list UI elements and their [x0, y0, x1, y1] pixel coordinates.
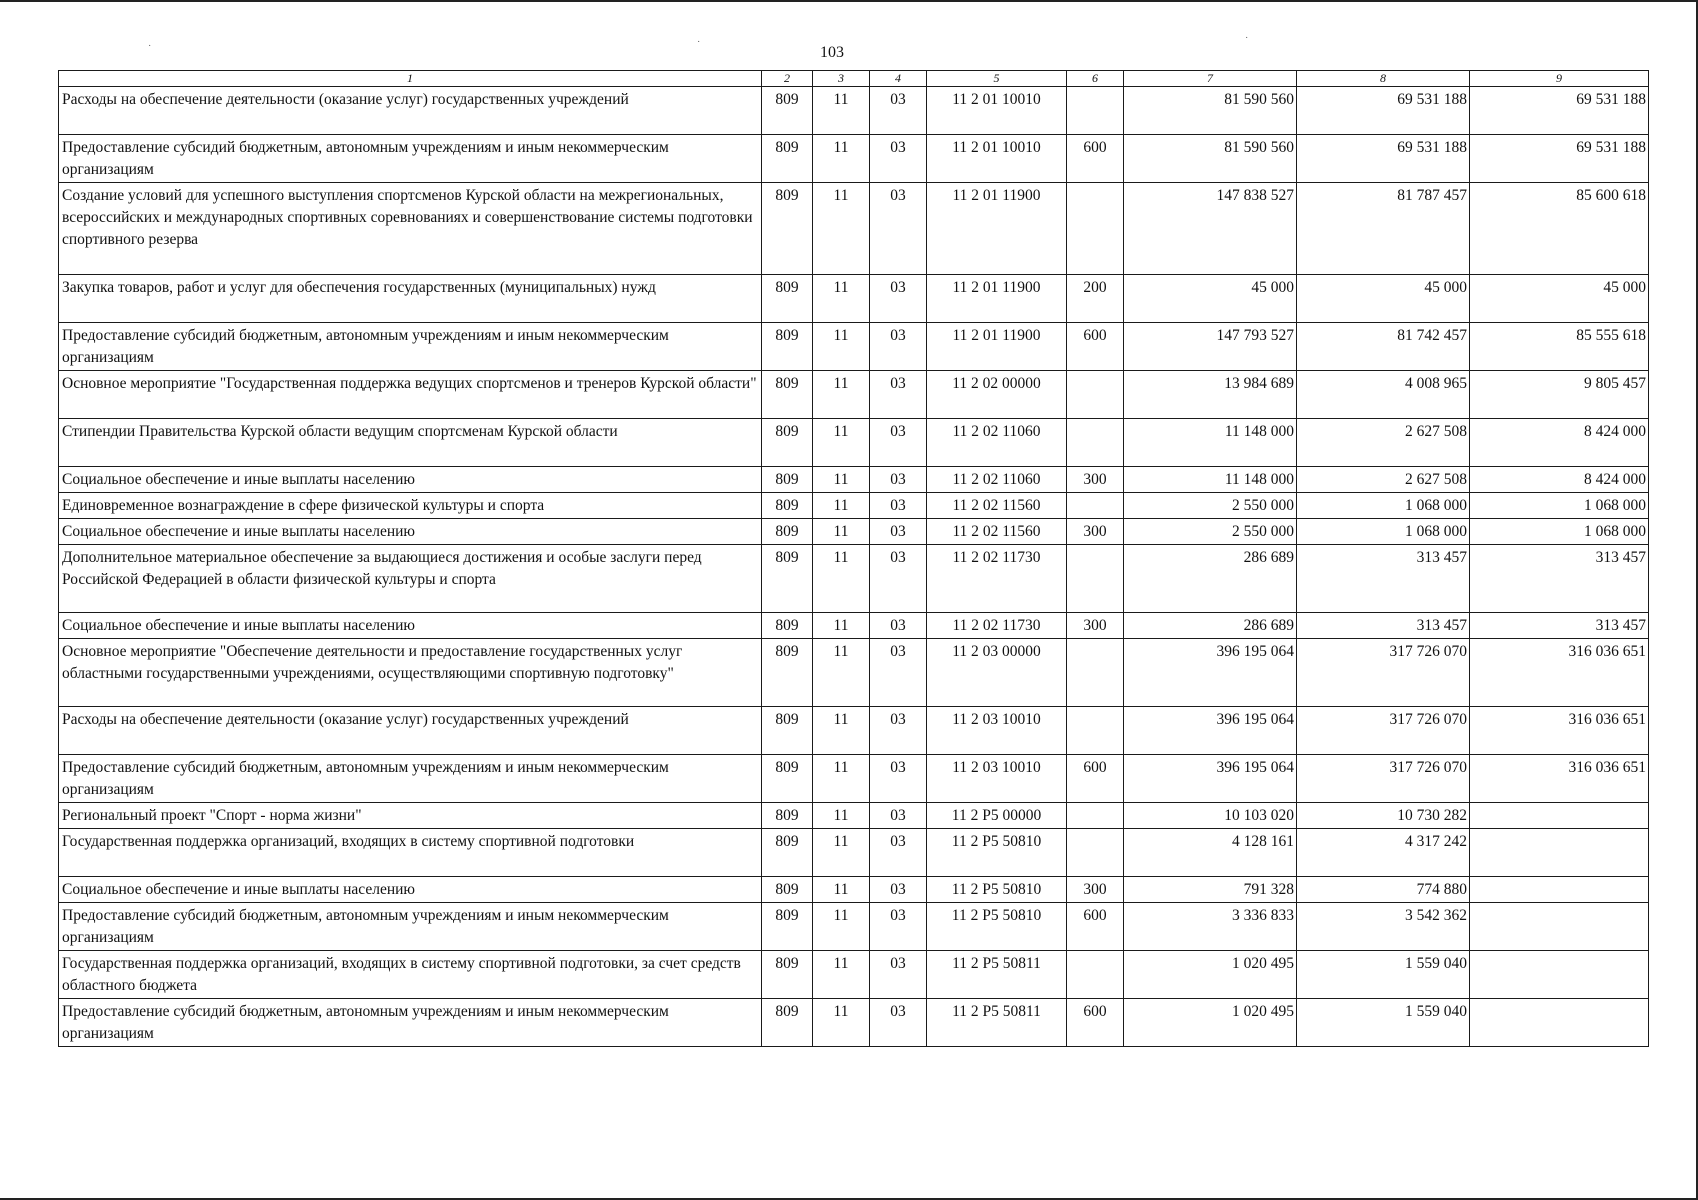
table-cell-gr: 809: [762, 519, 813, 545]
table-cell-amount-col9: [1470, 829, 1649, 877]
table-cell-amount-col9: 8 424 000: [1470, 419, 1649, 467]
table-cell-name: Единовременное вознаграждение в сфере физической культуры и спорта: [59, 493, 762, 519]
table-cell-pr: 03: [870, 371, 927, 419]
table-cell-name: Расходы на обеспечение деятельности (оказание услуг) государственных учреждений: [59, 87, 762, 135]
table-row: [59, 877, 1649, 903]
table-cell-gr: 809: [762, 999, 813, 1047]
table-cell-vr: 600: [1067, 323, 1124, 371]
table-cell-rz: 11: [813, 999, 870, 1047]
table-cell-gr: 809: [762, 613, 813, 639]
table-row: [59, 419, 1649, 467]
table-cell-amount-col9: [1470, 877, 1649, 903]
table-cell-vr: [1067, 87, 1124, 135]
table-row: [59, 467, 1649, 493]
column-number: 3: [813, 71, 870, 87]
table-cell-pr: 03: [870, 467, 927, 493]
table-cell-amount-col7: 13 984 689: [1124, 371, 1297, 419]
table-cell-amount-col8: 69 531 188: [1297, 135, 1470, 183]
table-cell-name: Закупка товаров, работ и услуг для обеспечения государственных (муниципальных) нужд: [59, 275, 762, 323]
table-cell-vr: [1067, 951, 1124, 999]
table-cell-pr: 03: [870, 545, 927, 613]
table-cell-amount-col9: 313 457: [1470, 545, 1649, 613]
table-cell-name: Предоставление субсидий бюджетным, автономным учреждениям и иным некоммерческим организациям: [59, 903, 762, 951]
table-cell-rz: 11: [813, 275, 870, 323]
table-cell-csr: 11 2 P5 00000: [927, 803, 1067, 829]
table-cell-name: Основное мероприятие "Государственная поддержка ведущих спортсменов и тренеров Курской области": [59, 371, 762, 419]
table-cell-pr: 03: [870, 829, 927, 877]
page-number: 103: [820, 44, 844, 61]
table-cell-amount-col8: 1 068 000: [1297, 519, 1470, 545]
table-cell-pr: 03: [870, 803, 927, 829]
table-cell-amount-col9: 45 000: [1470, 275, 1649, 323]
table-row: [59, 135, 1649, 183]
table-cell-csr: 11 2 P5 50810: [927, 903, 1067, 951]
table-cell-amount-col9: 1 068 000: [1470, 493, 1649, 519]
table-cell-amount-col8: 45 000: [1297, 275, 1470, 323]
table-row: [59, 999, 1649, 1047]
table-cell-vr: [1067, 371, 1124, 419]
table-cell-csr: 11 2 02 00000: [927, 371, 1067, 419]
table-cell-amount-col7: 2 550 000: [1124, 519, 1297, 545]
table-cell-gr: 809: [762, 951, 813, 999]
table-cell-amount-col7: 81 590 560: [1124, 87, 1297, 135]
table-row: [59, 545, 1649, 613]
table-cell-amount-col9: [1470, 999, 1649, 1047]
table-cell-rz: 11: [813, 135, 870, 183]
table-row: [59, 275, 1649, 323]
column-number: 7: [1124, 71, 1297, 87]
column-number: 2: [762, 71, 813, 87]
table-cell-amount-col8: 1 559 040: [1297, 999, 1470, 1047]
table-row: [59, 493, 1649, 519]
table-cell-pr: 03: [870, 755, 927, 803]
table-cell-amount-col8: 2 627 508: [1297, 467, 1470, 493]
table-row: [59, 371, 1649, 419]
table-cell-name: Социальное обеспечение и иные выплаты населению: [59, 467, 762, 493]
table-cell-rz: 11: [813, 613, 870, 639]
budget-table: [58, 70, 1649, 1047]
column-number: 6: [1067, 71, 1124, 87]
table-cell-csr: 11 2 P5 50810: [927, 829, 1067, 877]
column-number: 4: [870, 71, 927, 87]
table-cell-gr: 809: [762, 275, 813, 323]
table-cell-csr: 11 2 P5 50811: [927, 951, 1067, 999]
column-number: 1: [59, 71, 762, 87]
table-cell-gr: 809: [762, 467, 813, 493]
table-cell-rz: 11: [813, 903, 870, 951]
table-cell-vr: 600: [1067, 755, 1124, 803]
table-cell-pr: 03: [870, 493, 927, 519]
table-cell-pr: 03: [870, 183, 927, 275]
table-cell-name: Стипендии Правительства Курской области ведущим спортсменам Курской области: [59, 419, 762, 467]
table-cell-vr: [1067, 829, 1124, 877]
table-cell-vr: [1067, 545, 1124, 613]
table-cell-vr: 300: [1067, 467, 1124, 493]
table-cell-rz: 11: [813, 803, 870, 829]
table-cell-rz: 11: [813, 755, 870, 803]
table-cell-rz: 11: [813, 323, 870, 371]
table-cell-gr: 809: [762, 755, 813, 803]
table-row: [59, 613, 1649, 639]
table-cell-amount-col9: 85 600 618: [1470, 183, 1649, 275]
table-cell-gr: 809: [762, 323, 813, 371]
scan-speck: ˙: [697, 40, 701, 51]
table-cell-vr: [1067, 803, 1124, 829]
table-cell-amount-col9: 69 531 188: [1470, 135, 1649, 183]
table-cell-csr: 11 2 01 11900: [927, 275, 1067, 323]
table-cell-amount-col7: 791 328: [1124, 877, 1297, 903]
table-cell-gr: 809: [762, 371, 813, 419]
table-cell-csr: 11 2 02 11060: [927, 419, 1067, 467]
table-cell-pr: 03: [870, 419, 927, 467]
table-cell-name: Дополнительное материальное обеспечение за выдающиеся достижения и особые заслуги перед Российской Федерацией в области физической культуры и спорта: [59, 545, 762, 613]
scan-speck: ˙: [148, 44, 152, 55]
page-top-edge: [0, 0, 1698, 2]
table-cell-amount-col8: 774 880: [1297, 877, 1470, 903]
table-cell-vr: [1067, 183, 1124, 275]
table-cell-vr: 200: [1067, 275, 1124, 323]
table-cell-amount-col8: 1 559 040: [1297, 951, 1470, 999]
table-cell-pr: 03: [870, 275, 927, 323]
table-cell-name: Региональный проект "Спорт - норма жизни": [59, 803, 762, 829]
table-cell-amount-col8: 81 742 457: [1297, 323, 1470, 371]
table-cell-amount-col7: 10 103 020: [1124, 803, 1297, 829]
column-number: 8: [1297, 71, 1470, 87]
table-cell-gr: 809: [762, 877, 813, 903]
table-cell-amount-col7: 147 838 527: [1124, 183, 1297, 275]
table-cell-gr: 809: [762, 135, 813, 183]
table-cell-gr: 809: [762, 829, 813, 877]
table-cell-amount-col7: 4 128 161: [1124, 829, 1297, 877]
table-cell-amount-col9: 316 036 651: [1470, 639, 1649, 707]
table-cell-vr: [1067, 639, 1124, 707]
table-cell-vr: 300: [1067, 877, 1124, 903]
table-cell-vr: 300: [1067, 613, 1124, 639]
table-cell-rz: 11: [813, 87, 870, 135]
table-cell-name: Социальное обеспечение и иные выплаты населению: [59, 877, 762, 903]
table-cell-csr: 11 2 03 10010: [927, 755, 1067, 803]
table-cell-amount-col8: 69 531 188: [1297, 87, 1470, 135]
table-cell-gr: 809: [762, 707, 813, 755]
table-cell-amount-col9: 85 555 618: [1470, 323, 1649, 371]
table-cell-csr: 11 2 03 00000: [927, 639, 1067, 707]
table-cell-rz: 11: [813, 951, 870, 999]
table-cell-amount-col8: 4 008 965: [1297, 371, 1470, 419]
table-cell-csr: 11 2 01 10010: [927, 87, 1067, 135]
table-cell-amount-col9: 316 036 651: [1470, 755, 1649, 803]
table-cell-amount-col7: 3 336 833: [1124, 903, 1297, 951]
table-cell-gr: 809: [762, 639, 813, 707]
table-row: [59, 87, 1649, 135]
table-cell-amount-col8: 317 726 070: [1297, 707, 1470, 755]
table-cell-pr: 03: [870, 613, 927, 639]
table-cell-amount-col7: 1 020 495: [1124, 999, 1297, 1047]
table-cell-rz: 11: [813, 371, 870, 419]
table-cell-vr: 600: [1067, 999, 1124, 1047]
table-cell-amount-col9: 69 531 188: [1470, 87, 1649, 135]
table-cell-pr: 03: [870, 951, 927, 999]
table-cell-gr: 809: [762, 183, 813, 275]
table-cell-amount-col7: 286 689: [1124, 545, 1297, 613]
table-cell-amount-col8: 10 730 282: [1297, 803, 1470, 829]
column-number-row: [59, 71, 1649, 87]
table-cell-pr: 03: [870, 87, 927, 135]
table-cell-name: Предоставление субсидий бюджетным, автономным учреждениям и иным некоммерческим организациям: [59, 999, 762, 1047]
table-cell-csr: 11 2 P5 50810: [927, 877, 1067, 903]
table-cell-csr: 11 2 01 11900: [927, 323, 1067, 371]
table-cell-pr: 03: [870, 877, 927, 903]
table-cell-pr: 03: [870, 639, 927, 707]
table-cell-pr: 03: [870, 999, 927, 1047]
table-cell-amount-col9: 313 457: [1470, 613, 1649, 639]
table-cell-amount-col8: 2 627 508: [1297, 419, 1470, 467]
table-cell-vr: [1067, 707, 1124, 755]
table-cell-rz: 11: [813, 519, 870, 545]
table-cell-name: Предоставление субсидий бюджетным, автономным учреждениям и иным некоммерческим организациям: [59, 755, 762, 803]
table-cell-name: Государственная поддержка организаций, входящих в систему спортивной подготовки, за счет средств областного бюджета: [59, 951, 762, 999]
table-cell-amount-col8: 4 317 242: [1297, 829, 1470, 877]
table-cell-vr: 300: [1067, 519, 1124, 545]
table-cell-vr: 600: [1067, 903, 1124, 951]
table-row: [59, 903, 1649, 951]
table-cell-amount-col9: [1470, 903, 1649, 951]
column-number: 9: [1470, 71, 1649, 87]
table-cell-pr: 03: [870, 903, 927, 951]
table-cell-amount-col7: 147 793 527: [1124, 323, 1297, 371]
table-cell-rz: 11: [813, 493, 870, 519]
table-cell-amount-col7: 1 020 495: [1124, 951, 1297, 999]
table-cell-amount-col9: [1470, 803, 1649, 829]
table-cell-gr: 809: [762, 493, 813, 519]
table-cell-amount-col8: 313 457: [1297, 613, 1470, 639]
table-cell-amount-col7: 396 195 064: [1124, 639, 1297, 707]
table-cell-csr: 11 2 02 11730: [927, 545, 1067, 613]
table-cell-csr: 11 2 02 11060: [927, 467, 1067, 493]
table-row: [59, 639, 1649, 707]
table-row: [59, 323, 1649, 371]
table-cell-csr: 11 2 02 11560: [927, 519, 1067, 545]
table-cell-rz: 11: [813, 183, 870, 275]
table-cell-gr: 809: [762, 419, 813, 467]
scan-speck: ˙: [1245, 36, 1249, 47]
table-cell-rz: 11: [813, 467, 870, 493]
table-cell-name: Расходы на обеспечение деятельности (оказание услуг) государственных учреждений: [59, 707, 762, 755]
table-cell-amount-col7: 11 148 000: [1124, 467, 1297, 493]
table-cell-name: Создание условий для успешного выступления спортсменов Курской области на межрегиональных, всероссийских и международных спортивных соревнованиях и совершенствование системы подготовки спортивного резерва: [59, 183, 762, 275]
table-cell-amount-col8: 317 726 070: [1297, 639, 1470, 707]
table-cell-pr: 03: [870, 323, 927, 371]
table-cell-amount-col8: 317 726 070: [1297, 755, 1470, 803]
table-cell-amount-col8: 3 542 362: [1297, 903, 1470, 951]
table-row: [59, 519, 1649, 545]
table-cell-csr: 11 2 P5 50811: [927, 999, 1067, 1047]
table-cell-amount-col9: 9 805 457: [1470, 371, 1649, 419]
table-cell-amount-col7: 396 195 064: [1124, 707, 1297, 755]
table-cell-gr: 809: [762, 803, 813, 829]
table-cell-name: Предоставление субсидий бюджетным, автономным учреждениям и иным некоммерческим организациям: [59, 323, 762, 371]
table-cell-name: Социальное обеспечение и иные выплаты населению: [59, 613, 762, 639]
table-row: [59, 951, 1649, 999]
table-cell-amount-col7: 396 195 064: [1124, 755, 1297, 803]
table-cell-csr: 11 2 02 11730: [927, 613, 1067, 639]
table-cell-name: Социальное обеспечение и иные выплаты населению: [59, 519, 762, 545]
table-cell-csr: 11 2 03 10010: [927, 707, 1067, 755]
table-cell-gr: 809: [762, 87, 813, 135]
table-cell-rz: 11: [813, 829, 870, 877]
table-cell-amount-col8: 1 068 000: [1297, 493, 1470, 519]
table-cell-amount-col8: 81 787 457: [1297, 183, 1470, 275]
table-row: [59, 707, 1649, 755]
table-cell-rz: 11: [813, 707, 870, 755]
table-cell-gr: 809: [762, 903, 813, 951]
table-cell-amount-col7: 11 148 000: [1124, 419, 1297, 467]
table-cell-rz: 11: [813, 419, 870, 467]
table-cell-name: Государственная поддержка организаций, входящих в систему спортивной подготовки: [59, 829, 762, 877]
table-cell-pr: 03: [870, 707, 927, 755]
table-cell-amount-col9: [1470, 951, 1649, 999]
table-cell-vr: [1067, 419, 1124, 467]
table-row: [59, 803, 1649, 829]
table-cell-vr: [1067, 493, 1124, 519]
table-row: [59, 755, 1649, 803]
table-cell-amount-col7: 81 590 560: [1124, 135, 1297, 183]
table-cell-name: Основное мероприятие "Обеспечение деятельности и предоставление государственных услуг областными государственными учреждениями, осуществляющими спортивную подготовку": [59, 639, 762, 707]
table-cell-amount-col9: 1 068 000: [1470, 519, 1649, 545]
table-cell-vr: 600: [1067, 135, 1124, 183]
table-cell-amount-col7: 286 689: [1124, 613, 1297, 639]
table-cell-name: Предоставление субсидий бюджетным, автономным учреждениям и иным некоммерческим организациям: [59, 135, 762, 183]
table-cell-rz: 11: [813, 877, 870, 903]
table-cell-csr: 11 2 01 11900: [927, 183, 1067, 275]
table-cell-amount-col8: 313 457: [1297, 545, 1470, 613]
column-number: 5: [927, 71, 1067, 87]
table-cell-amount-col9: 316 036 651: [1470, 707, 1649, 755]
table-cell-pr: 03: [870, 519, 927, 545]
table-cell-csr: 11 2 01 10010: [927, 135, 1067, 183]
table-cell-amount-col9: 8 424 000: [1470, 467, 1649, 493]
table-row: [59, 183, 1649, 275]
table-cell-rz: 11: [813, 639, 870, 707]
table-cell-amount-col7: 45 000: [1124, 275, 1297, 323]
table-cell-csr: 11 2 02 11560: [927, 493, 1067, 519]
table-row: [59, 829, 1649, 877]
table-cell-rz: 11: [813, 545, 870, 613]
table-cell-pr: 03: [870, 135, 927, 183]
table-cell-amount-col7: 2 550 000: [1124, 493, 1297, 519]
table-cell-gr: 809: [762, 545, 813, 613]
